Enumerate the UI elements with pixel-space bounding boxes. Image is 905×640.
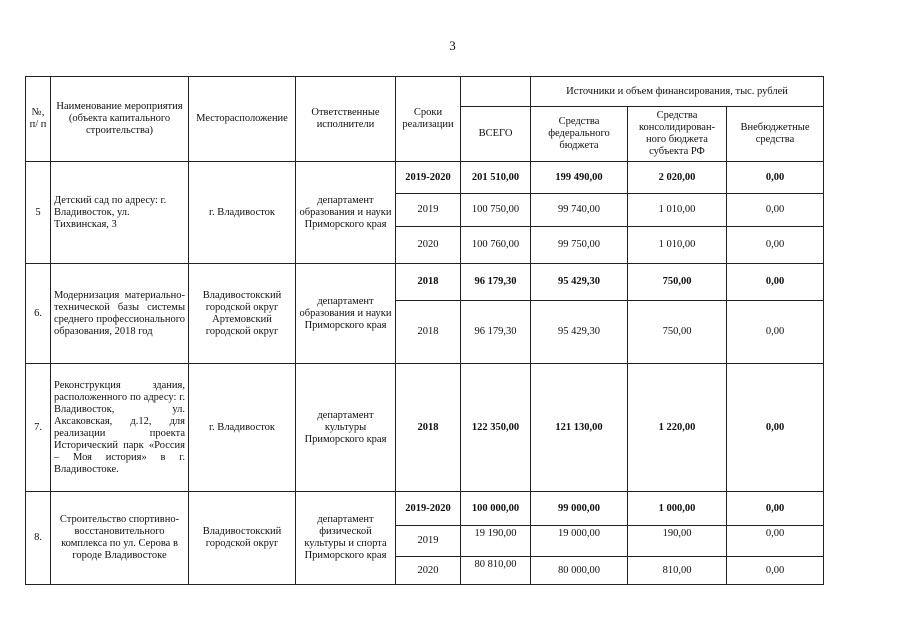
period-cell: 2020 (396, 227, 461, 264)
regional-cell: 1 010,00 (628, 194, 727, 227)
regional-cell: 2 020,00 (628, 162, 727, 194)
period-cell: 2018 (396, 301, 461, 364)
executor: департамент физической культуры и спорта Приморского края (296, 492, 396, 585)
financing-table (25, 76, 824, 585)
row-number: 6. (26, 264, 51, 364)
federal-cell: 99 750,00 (531, 227, 628, 264)
table-row (26, 364, 824, 492)
object-name: Строительство спортивно-восстановительного комплекса по ул. Серова в городе Владивостоке (51, 492, 189, 585)
regional-cell: 1 010,00 (628, 227, 727, 264)
header-regional: Средства консолидирован- ного бюджета субъекта РФ (628, 107, 727, 162)
period-cell: 2019 (396, 194, 461, 227)
object-location: г. Владивосток (189, 162, 296, 264)
table-row (26, 264, 824, 301)
regional-cell: 1 220,00 (628, 364, 727, 492)
object-name: Детский сад по адресу: г. Владивосток, ул. Тихвинская, 3 (51, 162, 189, 264)
executor: департамент образования и науки Приморского края (296, 162, 396, 264)
object-location: Владивостокский городской округ (189, 492, 296, 585)
federal-cell: 95 429,30 (531, 264, 628, 301)
federal-cell: 80 000,00 (531, 557, 628, 585)
regional-cell: 750,00 (628, 264, 727, 301)
row-number: 8. (26, 492, 51, 585)
header-no: №, п/ п (26, 77, 51, 162)
executor: департамент культуры Приморского края (296, 364, 396, 492)
header-funding: Источники и объем финансирования, тыс. рублей (531, 77, 824, 107)
extra-cell: 0,00 (727, 364, 824, 492)
object-location: г. Владивосток (189, 364, 296, 492)
federal-cell: 95 429,30 (531, 301, 628, 364)
regional-cell: 750,00 (628, 301, 727, 364)
period-cell: 2019-2020 (396, 492, 461, 526)
period-cell: 2019-2020 (396, 162, 461, 194)
extra-cell: 0,00 (727, 227, 824, 264)
period-cell: 2018 (396, 264, 461, 301)
row-number: 5 (26, 162, 51, 264)
object-name: Реконструкция здания, расположенного по адресу: г. Владивосток, ул. Аксаковская, д.12, для реализации проекта Исторический парк «Россия – Моя история» в г. Владивостоке. (51, 364, 189, 492)
total-cell: 96 179,30 (461, 264, 531, 301)
page-number: 3 (449, 38, 456, 53)
row-number: 7. (26, 364, 51, 492)
header-federal: Средства федерального бюджета (531, 107, 628, 162)
total-cell: 100 750,00 (461, 194, 531, 227)
total-cell: 96 179,30 (461, 301, 531, 364)
total-cell: 100 760,00 (461, 227, 531, 264)
period-cell: 2020 (396, 557, 461, 585)
executor: департамент образования и науки Приморского края (296, 264, 396, 364)
extra-cell: 0,00 (727, 301, 824, 364)
regional-cell: 190,00 (628, 526, 727, 557)
extra-cell: 0,00 (727, 264, 824, 301)
regional-cell: 1 000,00 (628, 492, 727, 526)
federal-cell: 19 000,00 (531, 526, 628, 557)
total-cell: 201 510,00 (461, 162, 531, 194)
extra-cell: 0,00 (727, 557, 824, 585)
header-terms: Сроки реализации (396, 77, 461, 162)
header-location: Месторасположение (189, 77, 296, 162)
extra-cell: 0,00 (727, 194, 824, 227)
header-total: ВСЕГО (461, 107, 531, 162)
extra-cell: 0,00 (727, 492, 824, 526)
federal-cell: 199 490,00 (531, 162, 628, 194)
total-cell: 80 810,00 (461, 557, 531, 585)
extra-cell: 0,00 (727, 162, 824, 194)
header-extra: Внебюджетные средства (727, 107, 824, 162)
extra-cell: 0,00 (727, 526, 824, 557)
object-name: Модернизация материально-технической базы системы среднего профессионального образования, 2018 год (51, 264, 189, 364)
table-row (26, 492, 824, 526)
header-executors: Ответственные исполнители (296, 77, 396, 162)
object-location: Владивостокский городской округ Артемовский городской округ (189, 264, 296, 364)
table-row (26, 162, 824, 194)
federal-cell: 121 130,00 (531, 364, 628, 492)
period-cell: 2018 (396, 364, 461, 492)
period-cell: 2019 (396, 526, 461, 557)
total-cell: 122 350,00 (461, 364, 531, 492)
header-name: Наименование мероприятия (объекта капитального строительства) (51, 77, 189, 162)
federal-cell: 99 000,00 (531, 492, 628, 526)
total-cell: 100 000,00 (461, 492, 531, 526)
total-cell: 19 190,00 (461, 526, 531, 557)
federal-cell: 99 740,00 (531, 194, 628, 227)
regional-cell: 810,00 (628, 557, 727, 585)
